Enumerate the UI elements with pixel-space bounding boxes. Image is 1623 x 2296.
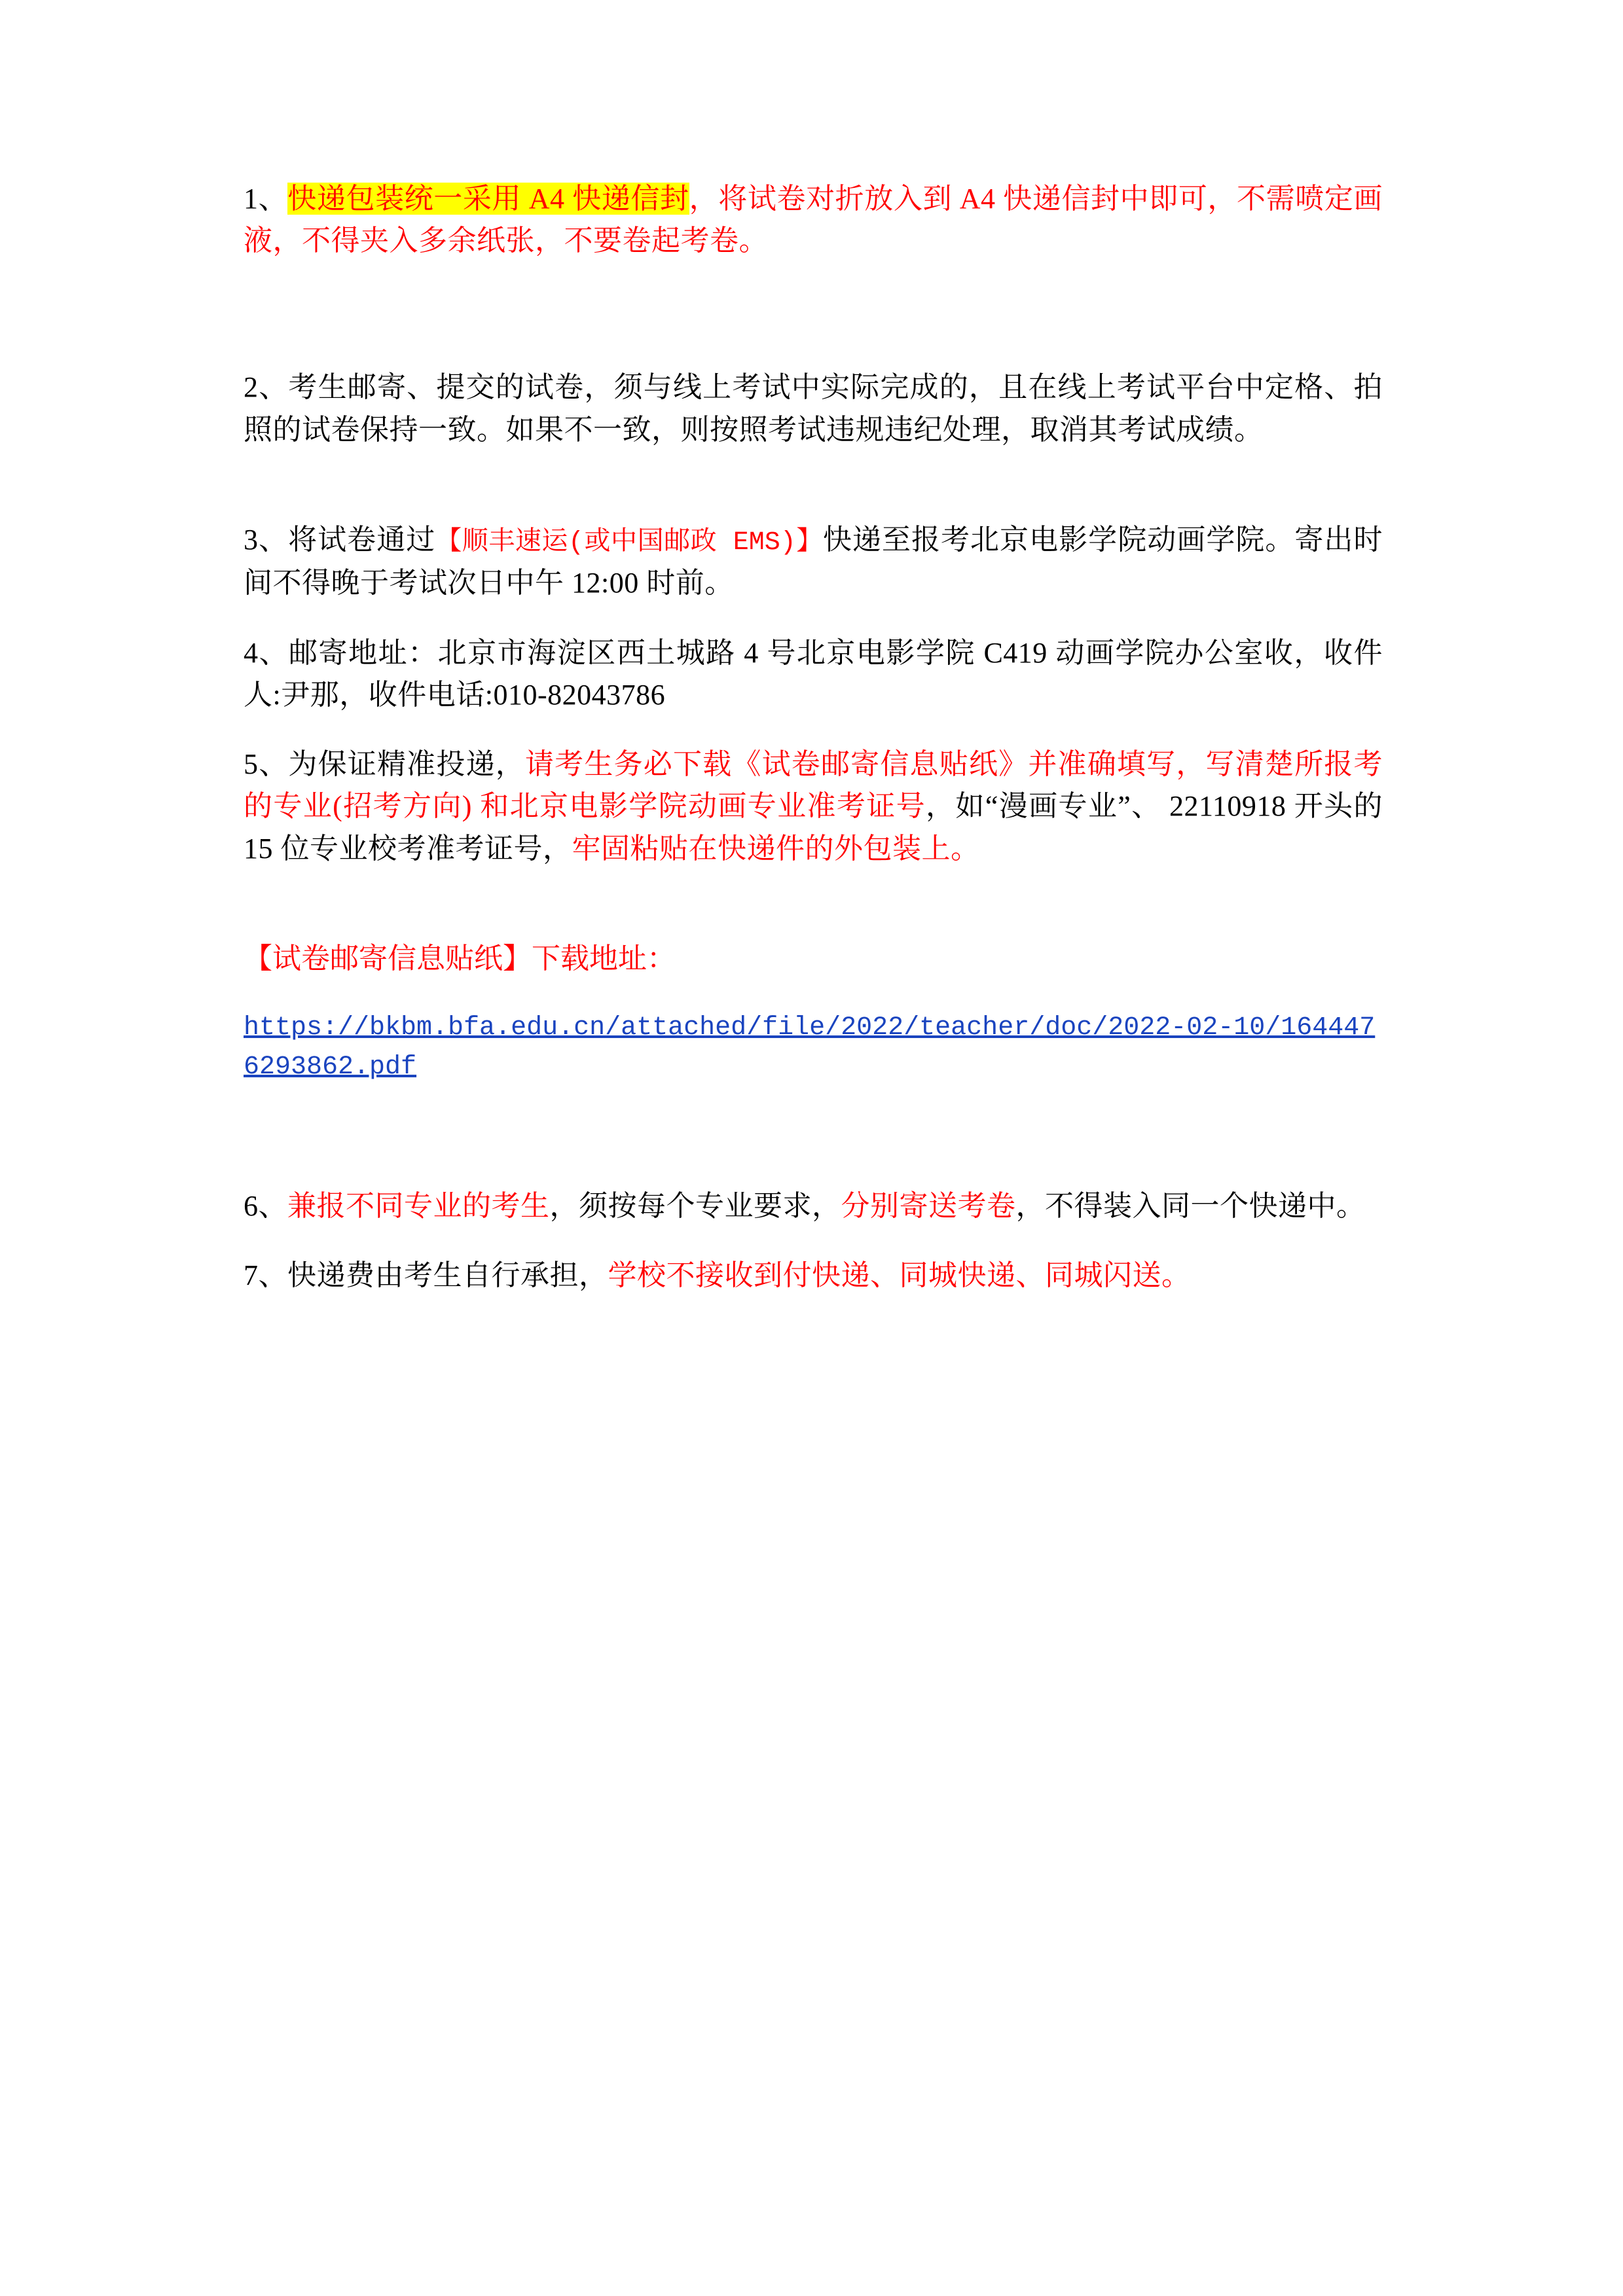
sticker-download-link[interactable]: https://bkbm.bfa.edu.cn/attached/file/2022/teacher/doc/2022-02-10/1644476293862.pdf: [244, 1013, 1376, 1082]
item-1-number: 1、: [244, 183, 288, 215]
item-1-red-text: ，将试卷对折放入到 A4 快递信封中即可，不需喷定画液，不得夹入多余纸张，不要卷起考卷。: [244, 183, 1383, 257]
item-6-red-text-2: 分别寄送考卷: [841, 1189, 1016, 1222]
item-3-lead-text: 3、将试卷通过: [244, 523, 436, 556]
item-7-red-text: 学校不接收到付快递、同城快递、同城闪送。: [608, 1259, 1191, 1292]
list-item-1: [244, 178, 1383, 262]
list-item-2: [244, 367, 1383, 450]
item-5-red-text-2: 牢固粘贴在快递件的外包装上。: [572, 832, 980, 865]
item-3-courier-bracket: 【顺丰速运(或中国邮政 EMS)】: [435, 528, 823, 558]
list-item-5: [244, 744, 1383, 870]
item-1-highlighted-text: 快递包装统一采用 A4 快递信封: [287, 183, 689, 215]
item-3-tail-text: 快递至报考北京电影学院动画学院。寄出时间不得晚于考试次日中午 12:00 时前。: [244, 523, 1383, 600]
item-5-mid-text: ，如“漫画专业”、 22110918 开头的 15 位专业校考准考证号，: [244, 790, 1383, 865]
item-2-text: 2、考生邮寄、提交的试卷，须与线上考试中实际完成的，且在线上考试平台中定格、拍照的试卷保持一致。如果不一致，则按照考试违规违纪处理，取消其考试成绩。: [244, 371, 1383, 446]
list-item-6: [244, 1185, 1383, 1227]
item-5-lead-text: 5、为保证精准投递，: [244, 748, 525, 781]
item-7-lead-text: 7、快递费由考生自行承担，: [244, 1259, 608, 1292]
item-6-red-text-1: 兼报不同专业的考生: [287, 1189, 550, 1222]
list-item-7: [244, 1255, 1383, 1297]
item-5-red-text-1: 请考生务必下载《试卷邮寄信息贴纸》并准确填写，写清楚所报考的专业(招考方向) 和北京电影学院动画专业准考证号: [244, 748, 1383, 823]
item-6-tail-text: ，不得装入同一个快递中。: [1015, 1189, 1366, 1222]
item-6-number: 6、: [244, 1189, 287, 1222]
list-item-3: [244, 519, 1383, 605]
document-body: [244, 178, 1383, 1327]
item-4-address-text: 4、邮寄地址：北京市海淀区西土城路 4 号北京电影学院 C419 动画学院办公室收，收件人:尹那，收件电话:010-82043786: [244, 636, 1383, 711]
item-6-mid-text: ，须按每个专业要求，: [549, 1189, 841, 1222]
list-item-4: [244, 632, 1383, 716]
sticker-download-label: 【试卷邮寄信息贴纸】下载地址：: [244, 942, 676, 975]
